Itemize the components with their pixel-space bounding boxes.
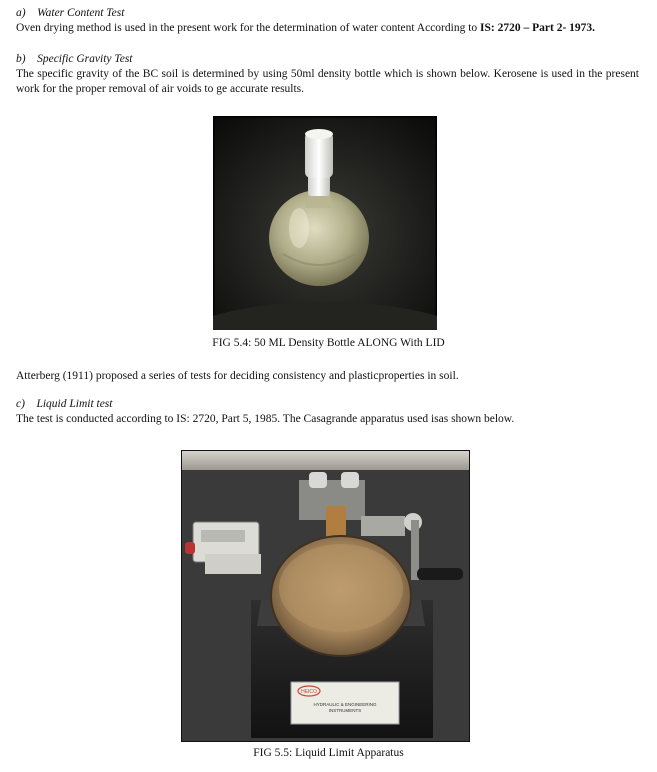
section-a-heading xyxy=(16,6,639,21)
section-a-standard: IS: 2720 – Part 2- 1973. xyxy=(480,22,596,34)
section-b-heading xyxy=(16,52,639,67)
figure-5-4-caption: FIG 5.4: 50 ML Density Bottle ALONG With LID xyxy=(212,337,445,349)
section-a-body xyxy=(16,21,639,36)
section-a-title: Water Content Test xyxy=(37,7,125,19)
section-a-body-text: Oven drying method is used in the present work for the determination of water content According to xyxy=(16,22,481,34)
section-c-heading xyxy=(16,397,639,412)
section-c-marker: c) xyxy=(16,398,25,410)
section-b-body: The specific gravity of the BC soil is determined by using 50ml density bottle which is shown below. Kerosene is used in the present work for the proper removal of air voids to ge accurate results. xyxy=(16,68,639,95)
svg-text:INSTRUMENTS: INSTRUMENTS xyxy=(328,708,362,713)
svg-text:HEICO: HEICO xyxy=(301,689,317,695)
section-c-body: The test is conducted according to IS: 2720, Part 5, 1985. The Casagrande apparatus used isas shown below. xyxy=(16,413,515,425)
section-a-marker: a) xyxy=(16,7,26,19)
figure-5-5-caption: FIG 5.5: Liquid Limit Apparatus xyxy=(253,747,404,759)
atterberg-paragraph: Atterberg (1911) proposed a series of tests for deciding consistency and plasticproperties in soil. xyxy=(16,370,459,382)
svg-text:HYDRAULIC & ENGINEERING: HYDRAULIC & ENGINEERING xyxy=(313,702,377,707)
section-b-marker: b) xyxy=(16,53,26,65)
liquid-limit-apparatus-photo xyxy=(181,450,470,742)
section-b-title: Specific Gravity Test xyxy=(37,53,133,65)
density-bottle-photo xyxy=(213,116,437,330)
section-c-title: Liquid Limit test xyxy=(36,398,113,410)
